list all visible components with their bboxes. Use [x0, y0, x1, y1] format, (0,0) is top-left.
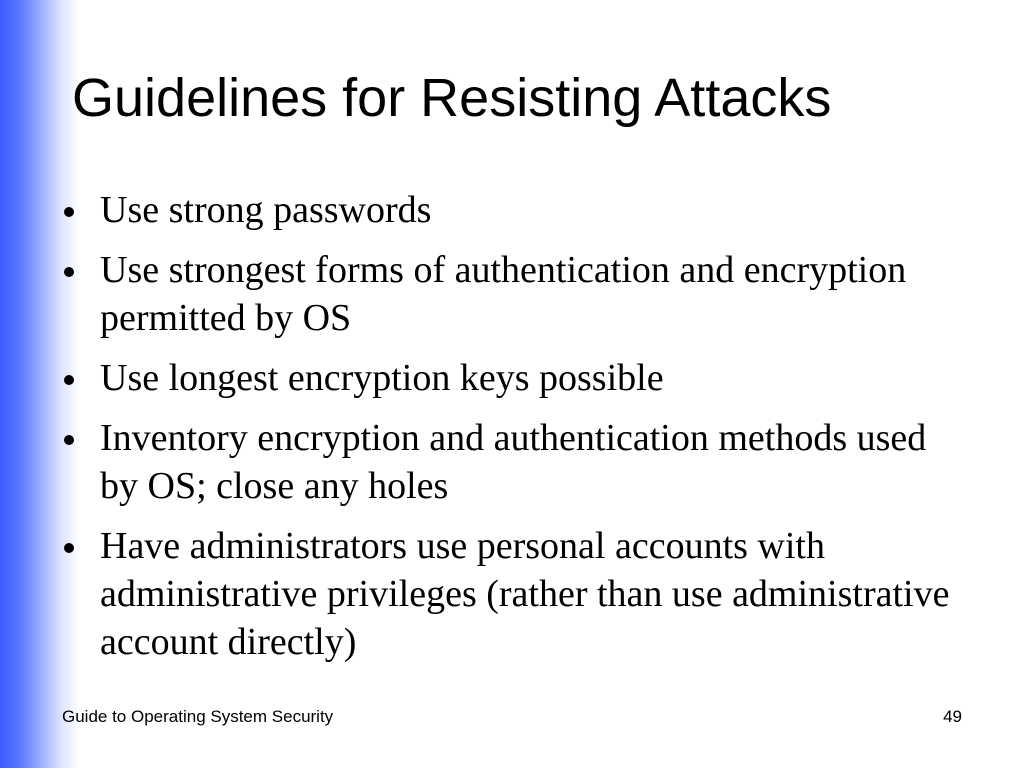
bullet-item — [60, 186, 960, 234]
bullet-item — [60, 414, 960, 510]
bullet-text: Use strong passwords — [100, 189, 432, 231]
bullet-item — [60, 522, 960, 666]
bullet-dot-icon — [64, 267, 74, 277]
bullet-text: Inventory encryption and authentication methods used by OS; close any holes — [100, 417, 927, 507]
bullet-dot-icon — [64, 207, 74, 217]
footer-course-title: Guide to Operating System Security — [62, 707, 334, 726]
bullet-list — [60, 186, 960, 678]
bullet-text: Use strongest forms of authentication and encryption permitted by OS — [100, 249, 907, 339]
bullet-text: Have administrators use personal accounts with administrative privileges (rather than use administrative account directly) — [100, 525, 950, 663]
slide-title: Guidelines for Resisting Attacks — [72, 68, 832, 128]
footer-page-number: 49 — [943, 707, 962, 726]
bullet-item — [60, 354, 960, 402]
bullet-dot-icon — [64, 543, 74, 553]
bullet-dot-icon — [64, 375, 74, 385]
bullet-item — [60, 246, 960, 342]
bullet-text: Use longest encryption keys possible — [100, 357, 664, 399]
bullet-dot-icon — [64, 435, 74, 445]
